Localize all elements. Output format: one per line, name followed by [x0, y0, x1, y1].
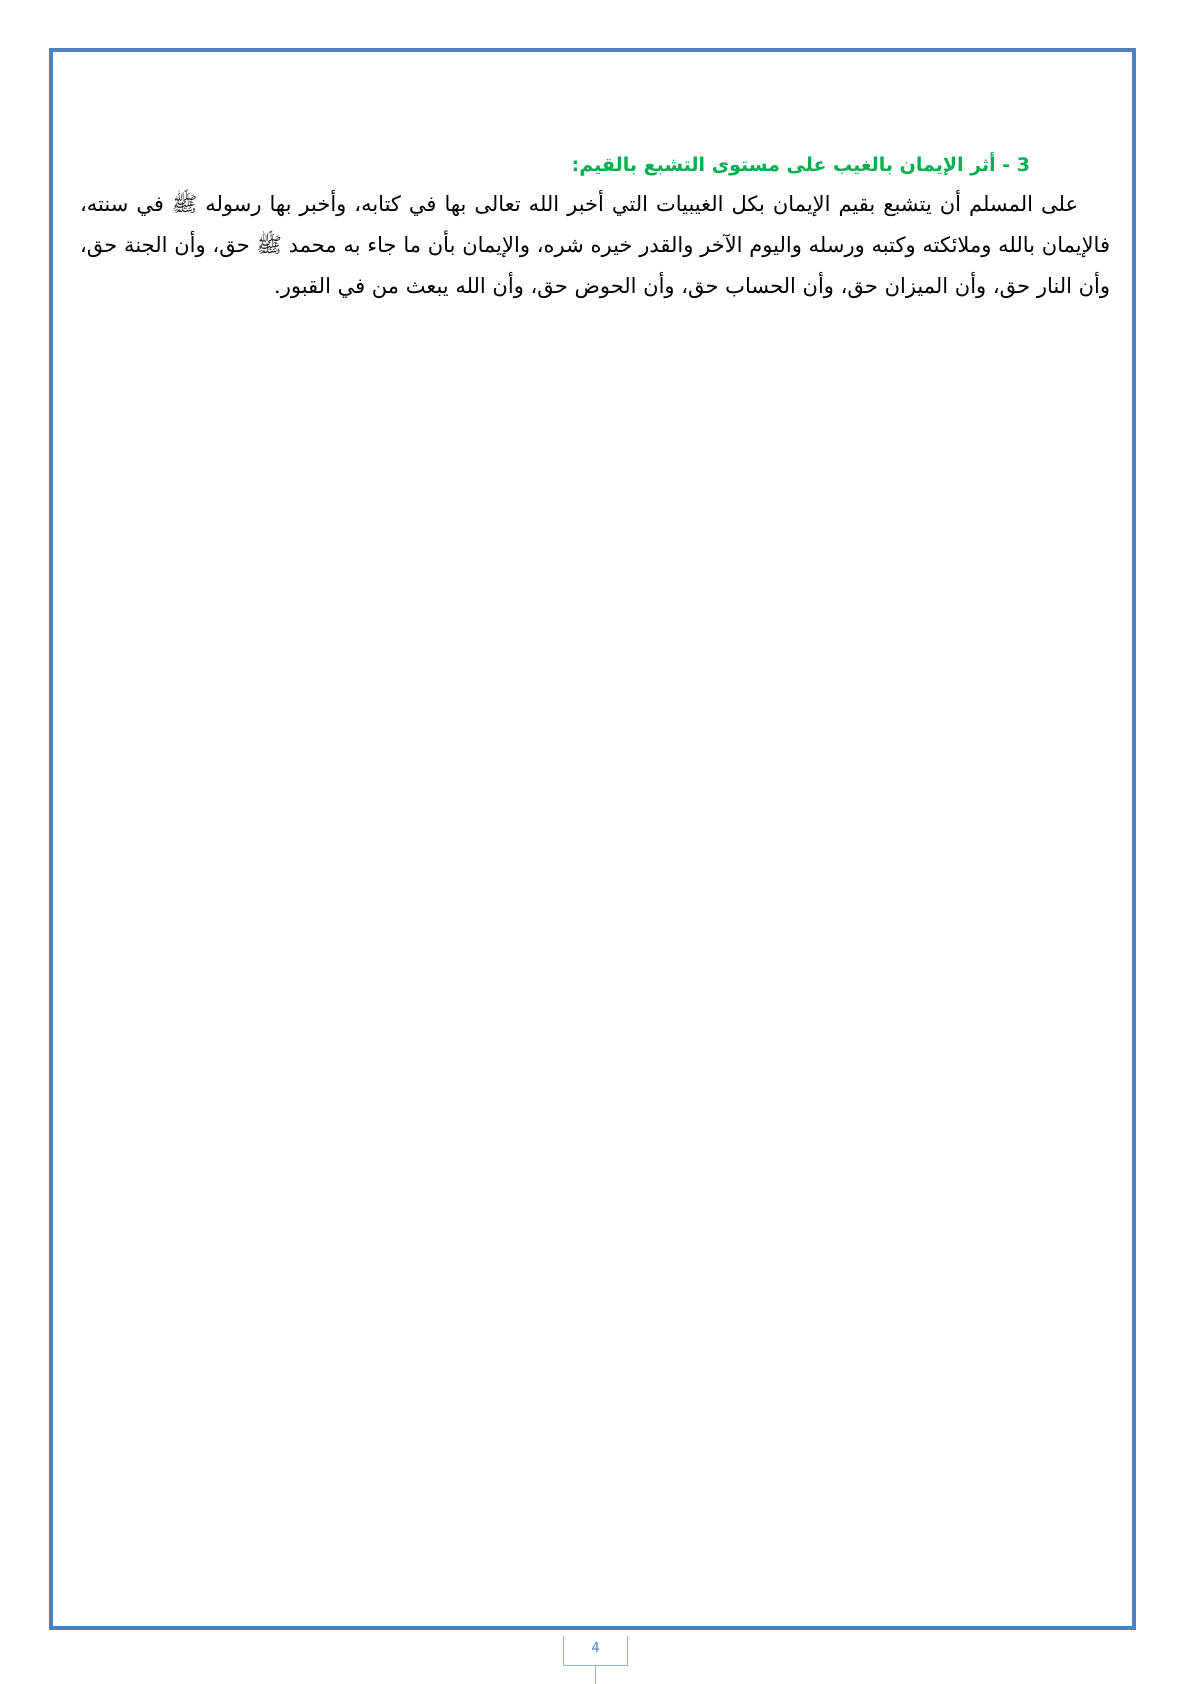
- body-paragraph: على المسلم أن يتشبع بقيم الإيمان بكل الغيبيات التي أخبر الله تعالى بها في كتابه، وأخبر بها رسوله ﷺ في سنته، فالإيمان بالله وملائكته وكتبه ورسله واليوم الآخر والقدر خيره شره، والإيمان بأن ما جاء به محمد ﷺ حق، وأن الجنة حق، وأن النار حق، وأن الميزان حق، وأن الحساب حق، وأن الحوض حق، وأن الله يبعث من في القبور.: [80, 192, 1110, 298]
- section-number: 3 -: [995, 154, 1030, 176]
- page-number: 4: [591, 1641, 600, 1656]
- page-content: [80, 150, 1110, 307]
- page-number-stem: [595, 1666, 596, 1684]
- section-title: أثر الإيمان بالغيب على مستوى التشبع بالقيم:: [571, 154, 996, 176]
- page-number-box: [563, 1636, 628, 1666]
- section-heading: [80, 150, 1110, 180]
